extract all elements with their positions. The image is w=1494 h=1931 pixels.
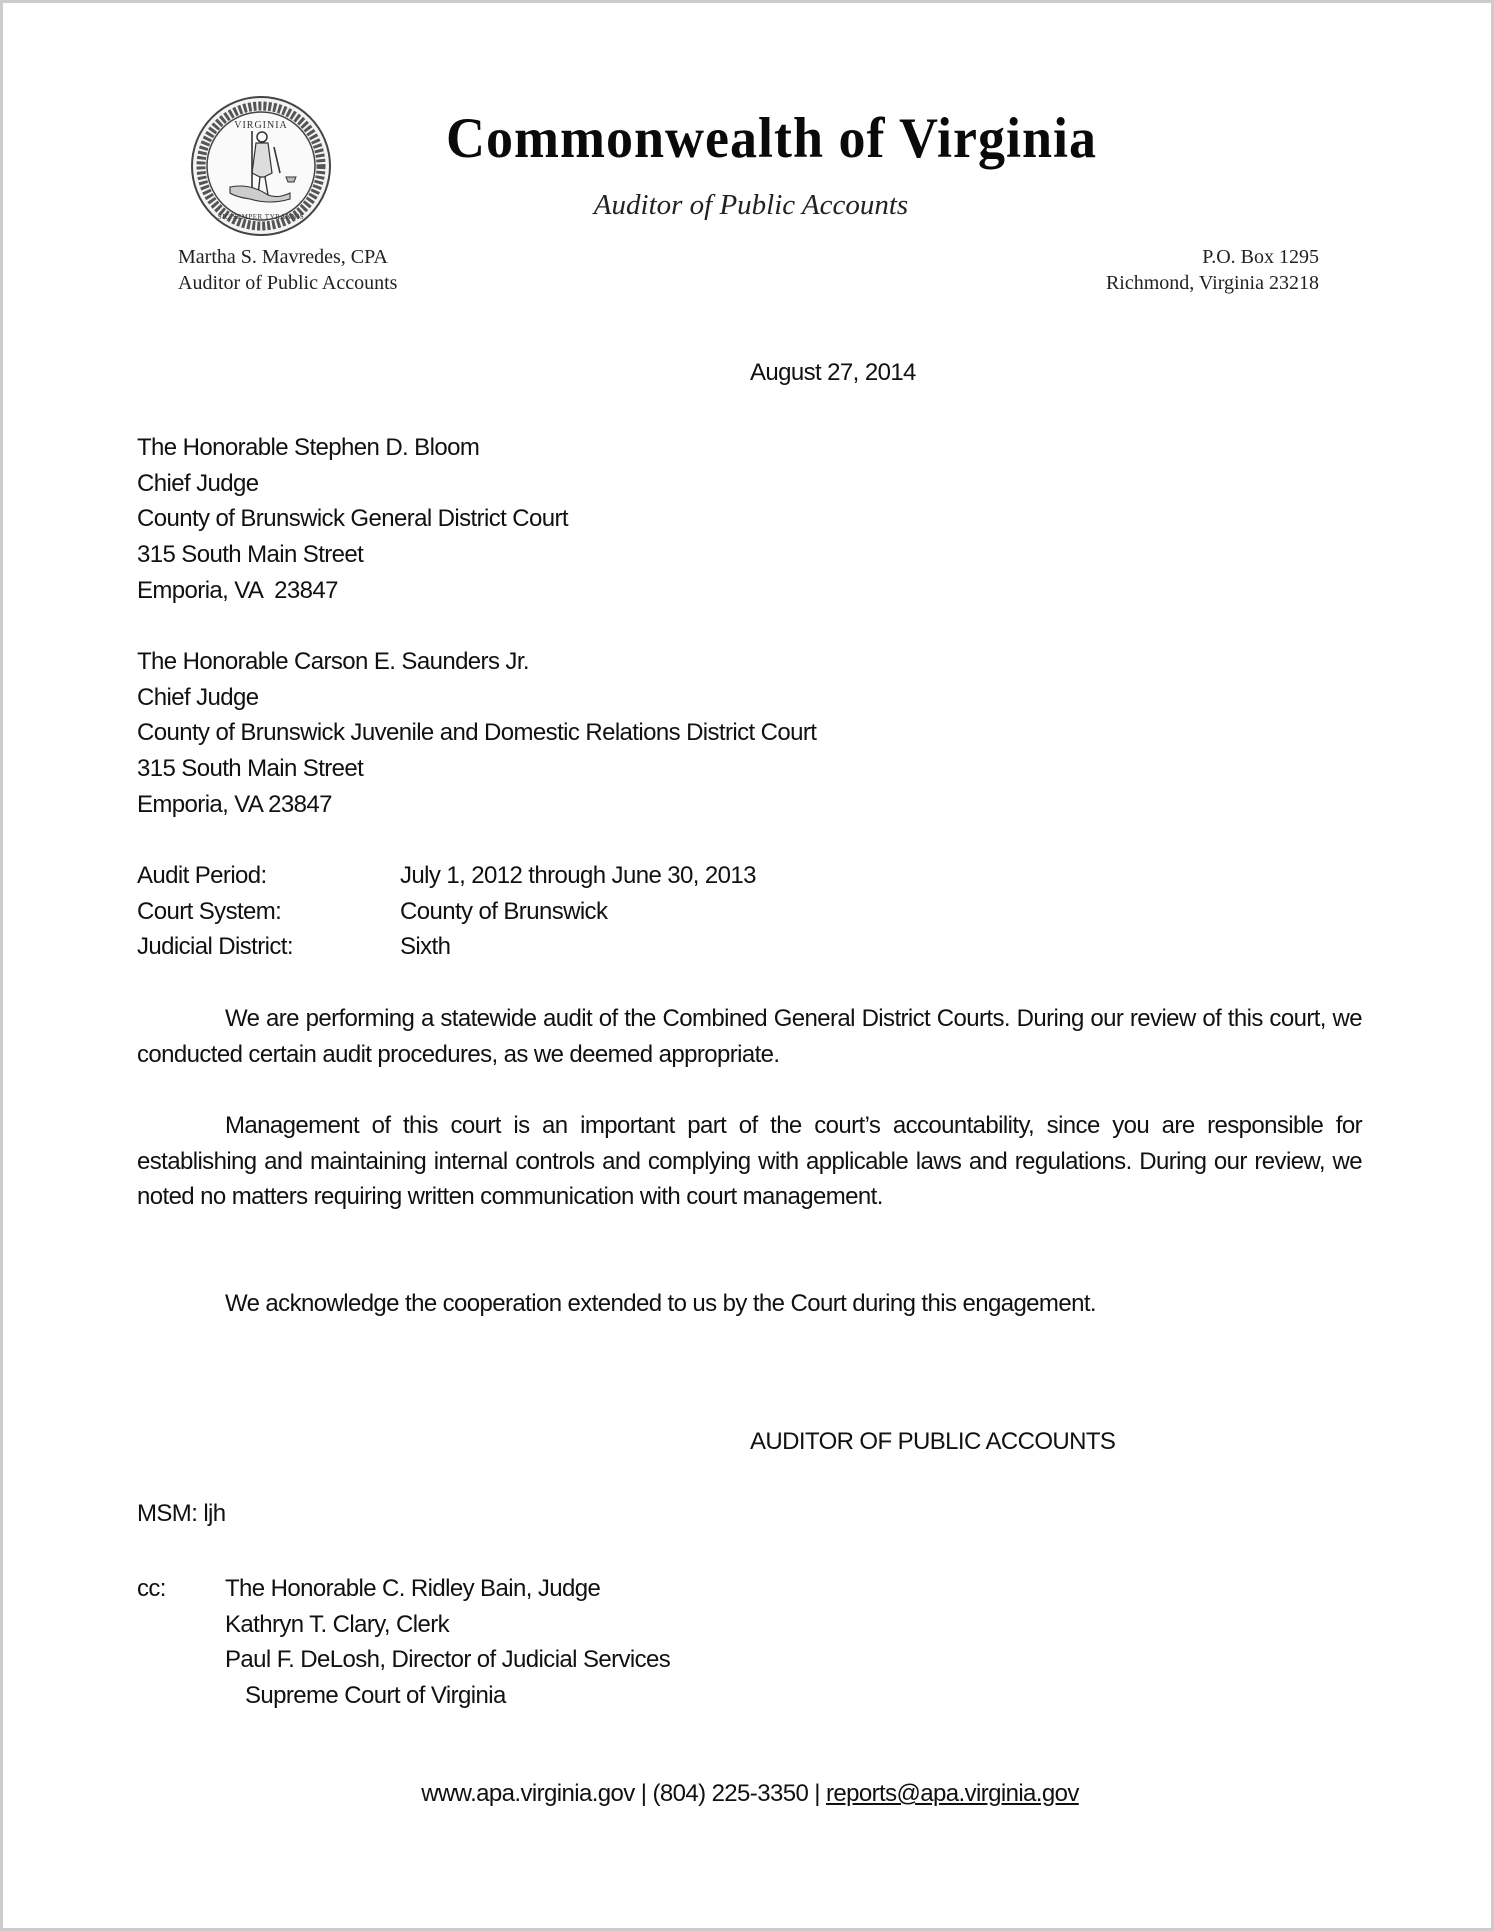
audit-info-value: County of Brunswick (400, 897, 608, 925)
letterhead-auditor-block (178, 244, 397, 296)
cc-recipient: Kathryn T. Clary, Clerk (225, 1610, 450, 1638)
recipient-line: 315 South Main Street (137, 541, 364, 569)
paragraph-text: We are performing a statewide audit of the Combined General District Courts. During our review of this court, we conducted certain audit procedures, as we deemed appropriate. (137, 1005, 1362, 1068)
footer-email-link[interactable]: reports@apa.virginia.gov (826, 1780, 1079, 1807)
audit-info-label: Court System: (137, 897, 282, 925)
recipient-line: The Honorable Stephen D. Bloom (137, 434, 480, 461)
audit-info-value: July 1, 2012 through June 30, 2013 (400, 862, 756, 889)
recipient-line: The Honorable Carson E. Saunders Jr. (137, 648, 529, 675)
recipient-line: County of Brunswick Juvenile and Domestic Relations District Court (137, 719, 817, 747)
recipient-line: County of Brunswick General District Court (137, 505, 568, 533)
letterhead-address-block (1053, 244, 1319, 296)
footer-website-link[interactable]: www.apa.virginia.gov (421, 1780, 635, 1807)
audit-info-value: Sixth (400, 933, 451, 961)
audit-info-row (137, 929, 756, 965)
recipient-address-block (137, 644, 816, 823)
letter-footer (355, 1780, 1145, 1808)
recipient-line: Emporia, VA 23847 (137, 576, 338, 604)
auditor-name: Martha S. Mavredes, CPA (178, 246, 388, 268)
recipient-line: Chief Judge (137, 469, 259, 497)
footer-separator: | (814, 1780, 820, 1807)
letterhead-subtitle: Auditor of Public Accounts (593, 189, 909, 221)
city-state-zip: Richmond, Virginia 23218 (1105, 272, 1319, 294)
body-paragraph (137, 1108, 1362, 1215)
paragraph-text: Management of this court is an important part of the court’s accountability, since you are responsible for establishing and maintaining internal controls and complying with applicable laws and regulations. During our review, we noted no matters requiring written communication with court management. (137, 1112, 1362, 1211)
recipient-line: 315 South Main Street (137, 755, 364, 783)
cc-recipient: Supreme Court of Virginia (245, 1682, 506, 1710)
footer-separator: | (640, 1780, 647, 1807)
cc-recipient: Paul F. DeLosh, Director of Judicial Services (225, 1646, 671, 1674)
audit-info-table (137, 858, 756, 965)
virginia-state-seal-icon (190, 95, 332, 237)
signature-block: AUDITOR OF PUBLIC ACCOUNTS (750, 1428, 1116, 1455)
audit-info-row (137, 894, 756, 930)
cc-block (137, 1571, 670, 1714)
audit-info-label: Judicial District: (137, 933, 293, 961)
recipient-address-block (137, 430, 568, 609)
svg-text:SIC SEMPER TYRANNIS: SIC SEMPER TYRANNIS (217, 213, 305, 221)
cc-recipient: The Honorable C. Ridley Bain, Judge (225, 1575, 601, 1602)
letterhead-title: Commonwealth of Virginia (446, 106, 1097, 170)
audit-info-row (137, 858, 756, 894)
footer-phone: (804) 225-3350 (652, 1780, 809, 1807)
typist-initials: MSM: ljh (137, 1500, 226, 1527)
po-box: P.O. Box 1295 (1202, 246, 1319, 268)
recipient-line: Chief Judge (137, 683, 259, 711)
auditor-position: Auditor of Public Accounts (178, 272, 398, 294)
body-paragraph (137, 1286, 1362, 1322)
recipient-line: Emporia, VA 23847 (137, 790, 332, 818)
body-paragraph (137, 1001, 1362, 1072)
svg-text:VIRGINIA: VIRGINIA (234, 120, 288, 131)
letter-date: August 27, 2014 (750, 359, 916, 386)
paragraph-text: We acknowledge the cooperation extended to us by the Court during this engagement. (225, 1290, 1096, 1317)
cc-label: cc: (137, 1575, 166, 1602)
audit-info-label: Audit Period: (137, 862, 267, 889)
